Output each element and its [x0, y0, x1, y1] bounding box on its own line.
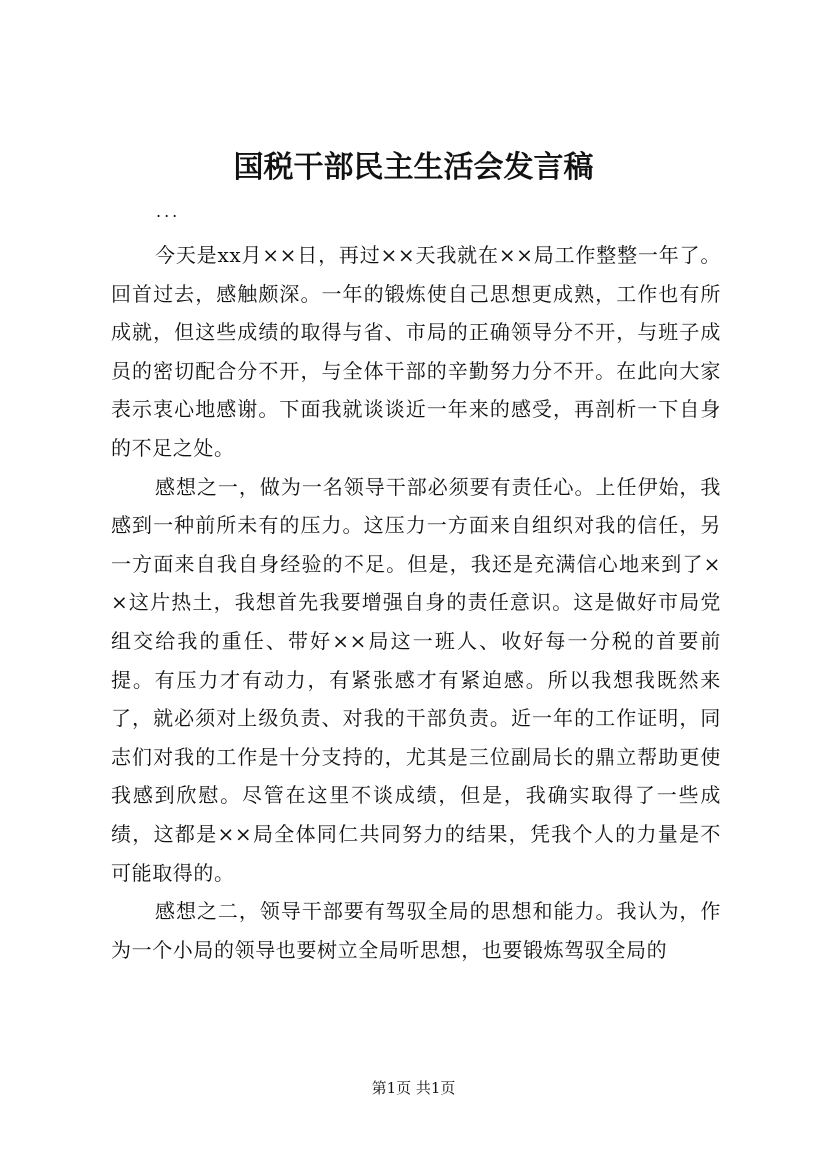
paragraph-3: 感想之二，领导干部要有驾驭全局的思想和能力。我认为，作为一个小局的领导也要树立全局听思想，也要锻炼驾驭全局的: [111, 899, 721, 962]
paragraph-1: 今天是xx月××日，再过××天我就在××局工作整整一年了。回首过去，感触颇深。一年的锻炼使自己思想更成熟，工作也有所成就，但这些成绩的取得与省、市局的正确领导分不开，与班子成员的密切配合分不开，与全体干部的辛勤努力分不开。在此向大家表示衷心地感谢。下面我就谈谈近一年来的感受，再剖析一下自身的不足之处。: [111, 243, 721, 460]
ellipsis-mark: ...: [156, 202, 181, 221]
document-title: 国税干部民主生活会发言稿: [233, 150, 594, 185]
paragraph-2: 感想之一，做为一名领导干部必须要有责任心。上任伊始，我感到一种前所未有的压力。这压力一方面来自组织对我的信任，另一方面来自我自身经验的不足。但是，我还是充满信心地来到了××这片热土，我想首先我要增强自身的责任意识。这是做好市局党组交给我的重任、带好××局这一班人、收好每一分税的首要前提。有压力才有动力，有紧张感才有紧迫感。所以我想我既然来了，就必须对上级负责、对我的干部负责。近一年的工作证明，同志们对我的工作是十分支持的，尤其是三位副局长的鼎立帮助更使我感到欣慰。尽管在这里不谈成绩，但是，我确实取得了一些成绩，这都是××局全体同仁共同努力的结果，凭我个人的力量是不可能取得的。: [111, 474, 721, 885]
document-body: [111, 236, 721, 969]
page-footer: 第1页 共1页: [371, 1079, 456, 1097]
